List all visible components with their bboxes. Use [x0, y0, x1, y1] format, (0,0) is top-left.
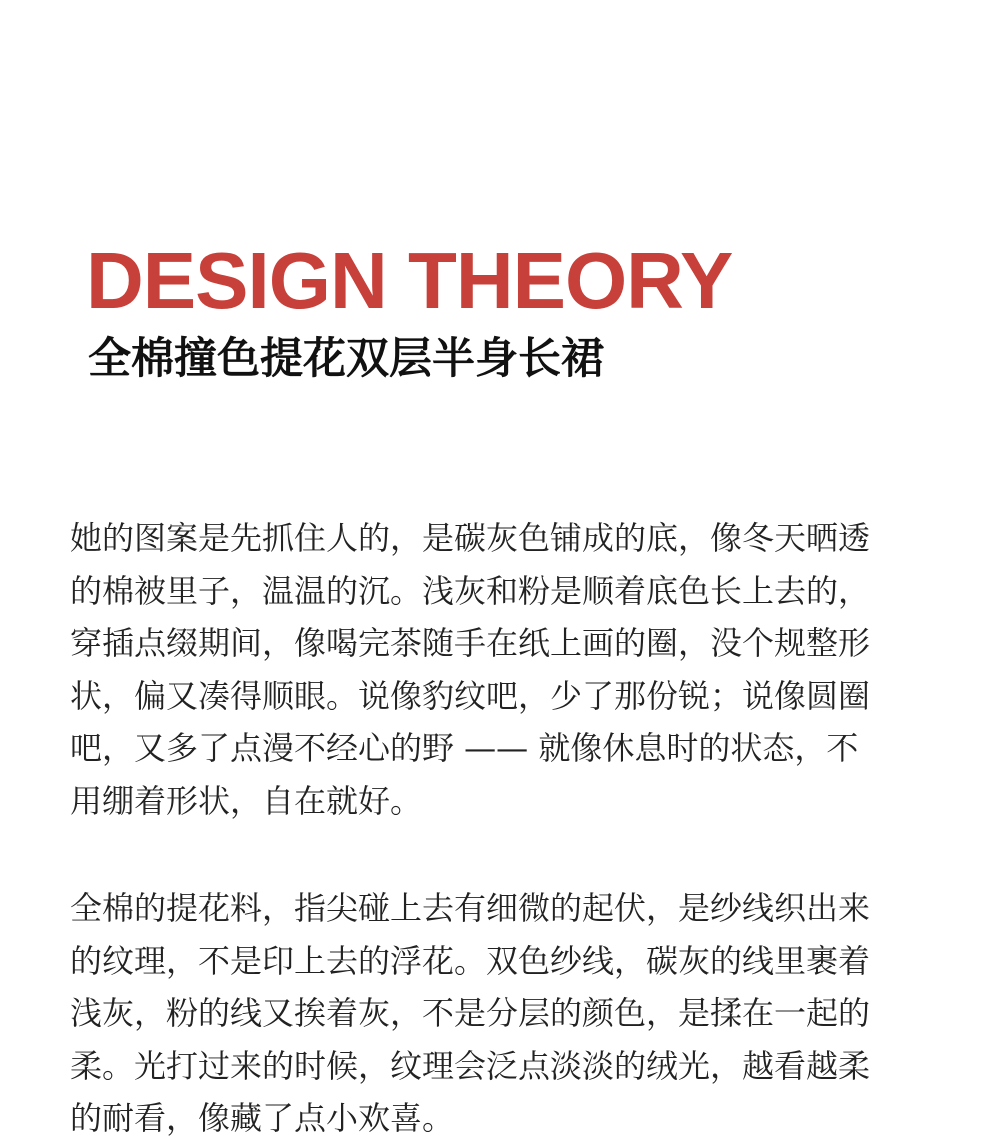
page-title: DESIGN THEORY [86, 236, 733, 325]
product-name-heading: 全棉撞色提花双层半身长裙 [88, 334, 604, 384]
paragraph-line: 柔。光打过来的时候，纹理会泛点淡淡的绒光，越看越柔 [70, 1046, 871, 1085]
paragraph-line: 用绷着形状，自在就好。 [70, 781, 423, 820]
paragraph-line: 的耐看，像藏了点小欢喜。 [70, 1099, 455, 1137]
paragraph-line: 浅灰，粉的线又挨着灰，不是分层的颜色，是揉在一起的 [70, 994, 871, 1032]
paragraph-line: 穿插点缀期间，像喝完茶随手在纸上画的圈，没个规整形 [70, 624, 871, 662]
description-paragraph-fabric [70, 882, 922, 1145]
paragraph-line: 的棉被里子，温温的沉。浅灰和粉是顺着底色长上去的， [70, 571, 871, 610]
paragraph-line: 全棉的提花料，指尖碰上去有细微的起伏，是纱线织出来 [70, 889, 871, 927]
paragraph-line: 状，偏又凑得顺眼。说像豹纹吧，少了那份锐；说像圆圈 [70, 676, 871, 715]
paragraph-line: 吧，又多了点漫不经心的野 —— 就像休息时的状态，不 [70, 729, 859, 767]
description-paragraph-pattern [70, 512, 922, 827]
paragraph-line: 的纹理，不是印上去的浮花。双色纱线，碳灰的线里裹着 [70, 941, 871, 980]
paragraph-line: 她的图案是先抓住人的，是碳灰色铺成的底，像冬天晒透 [70, 519, 871, 557]
